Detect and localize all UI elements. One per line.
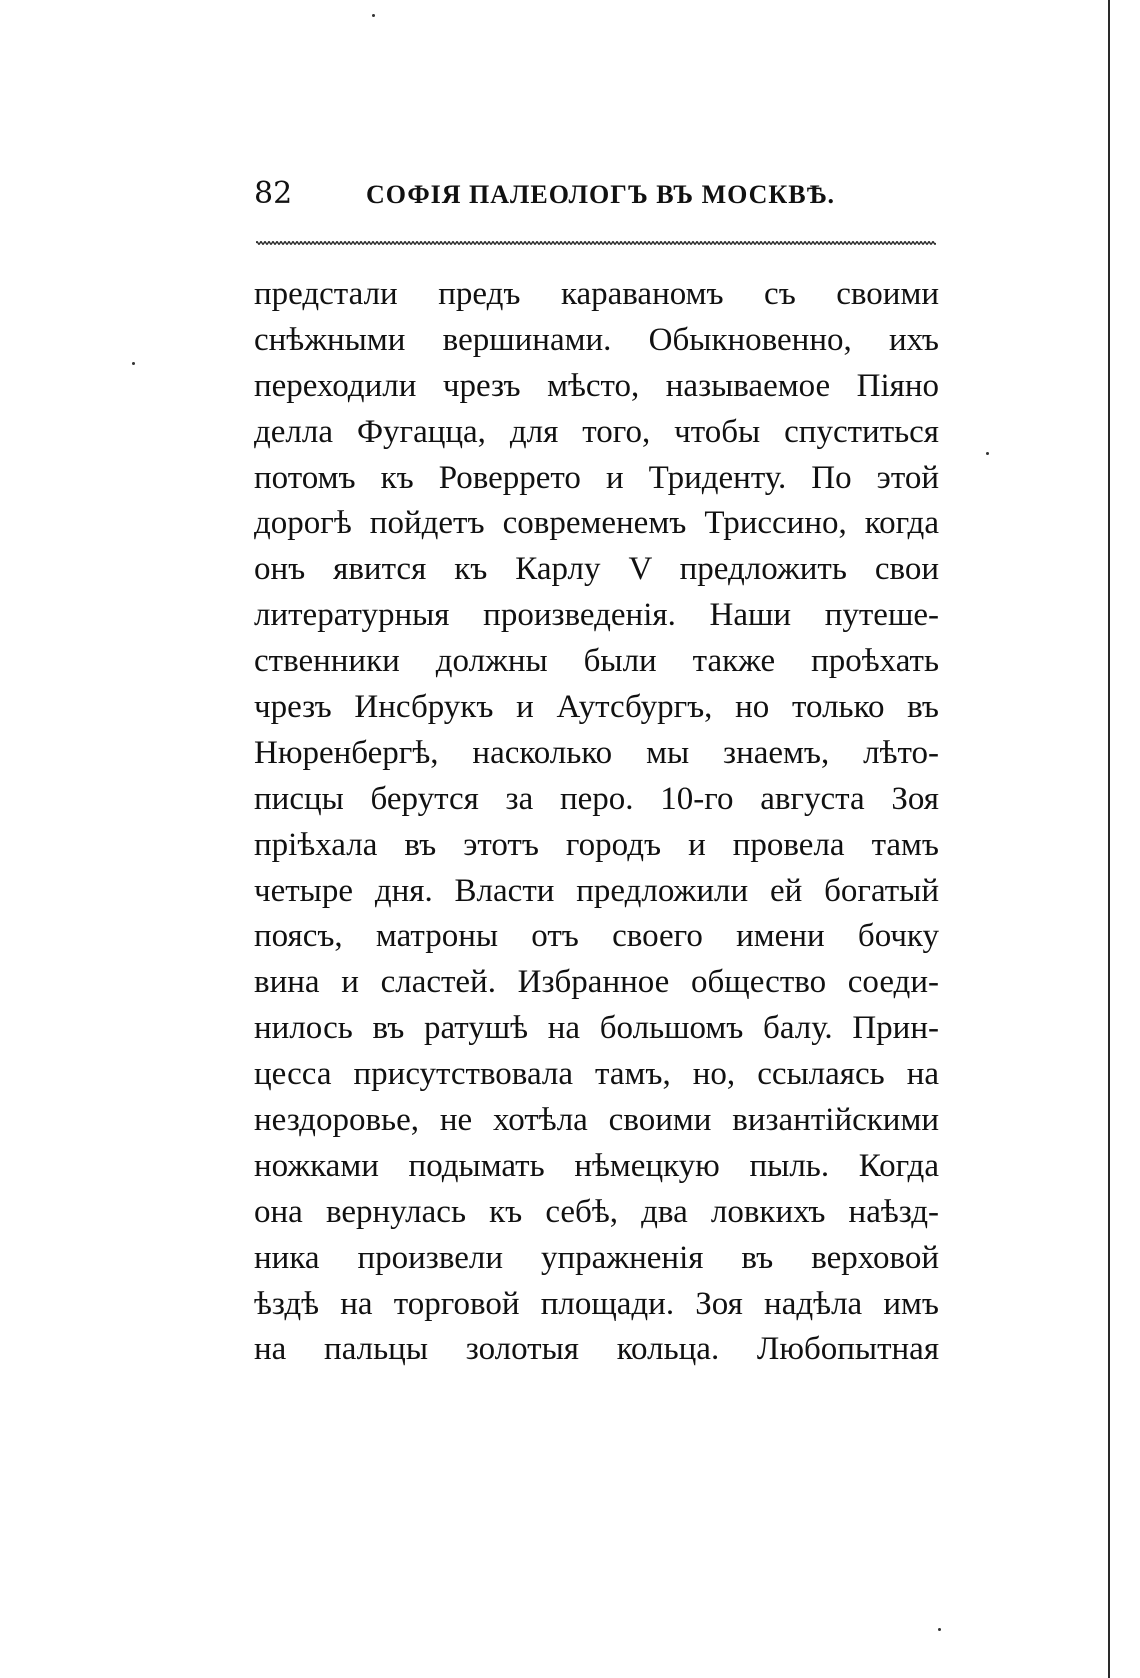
text-line: писцы берутся за перо. 10-го августа Зоя xyxy=(254,780,939,817)
text-line: ѣздѣ на торговой площади. Зоя надѣла имъ xyxy=(254,1285,939,1322)
scan-speck xyxy=(132,362,135,365)
text-line: ственники должны были также проѣхать xyxy=(254,643,939,680)
page-edge-shadow xyxy=(1108,0,1110,1678)
text-line: она вернулась къ себѣ, два ловкихъ наѣзд- xyxy=(254,1193,939,1230)
text-line: дорогѣ пойдетъ современемъ Триссино, когда xyxy=(254,505,939,542)
scan-speck xyxy=(986,452,989,455)
scan-speck xyxy=(372,14,375,17)
running-head xyxy=(254,176,939,220)
running-title: СОФІЯ ПАЛЕОЛОГЪ ВЪ МОСКВѢ. xyxy=(366,180,835,209)
text-line: вина и сластей. Избранное общество соеди- xyxy=(254,964,939,1001)
text-line: делла Фугацца, для того, чтобы спуститься xyxy=(254,413,939,450)
text-line: цесса присутствовала тамъ, но, ссылаясь на xyxy=(254,1056,939,1093)
text-line: чрезъ Инсбрукъ и Аутсбургъ, но только въ xyxy=(254,689,939,726)
scan-speck xyxy=(938,1628,941,1631)
page-number: 82 xyxy=(254,176,293,211)
text-line: литературныя произведенія. Наши путеше- xyxy=(254,597,939,634)
body-text xyxy=(254,272,939,1373)
header-wavy-rule xyxy=(256,240,936,246)
text-line: переходили чрезъ мѣсто, называемое Піяно xyxy=(254,367,939,404)
text-line: онъ явится къ Карлу V предложить свои xyxy=(254,551,939,588)
text-line: ника произвели упражненія въ верховой xyxy=(254,1239,939,1276)
text-line: ножками подымать нѣмецкую пыль. Когда xyxy=(254,1147,939,1184)
text-line: снѣжными вершинами. Обыкновенно, ихъ xyxy=(254,321,939,358)
text-line: нилось въ ратушѣ на большомъ балу. Прин- xyxy=(254,1010,939,1047)
text-line: нездоровье, не хотѣла своими византійскими xyxy=(254,1102,939,1139)
text-line: Нюренбергѣ, насколько мы знаемъ, лѣто- xyxy=(254,734,939,771)
text-line: на пальцы золотыя кольца. Любопытная xyxy=(254,1331,939,1368)
text-line: поясъ, матроны отъ своего имени бочку xyxy=(254,918,939,955)
text-line: пріѣхала въ этотъ городъ и провела тамъ xyxy=(254,826,939,863)
text-line: потомъ къ Роверрето и Триденту. По этой xyxy=(254,459,939,496)
text-line: предстали предъ караваномъ съ своими xyxy=(254,276,939,312)
text-line: четыре дня. Власти предложили ей богатый xyxy=(254,872,939,909)
